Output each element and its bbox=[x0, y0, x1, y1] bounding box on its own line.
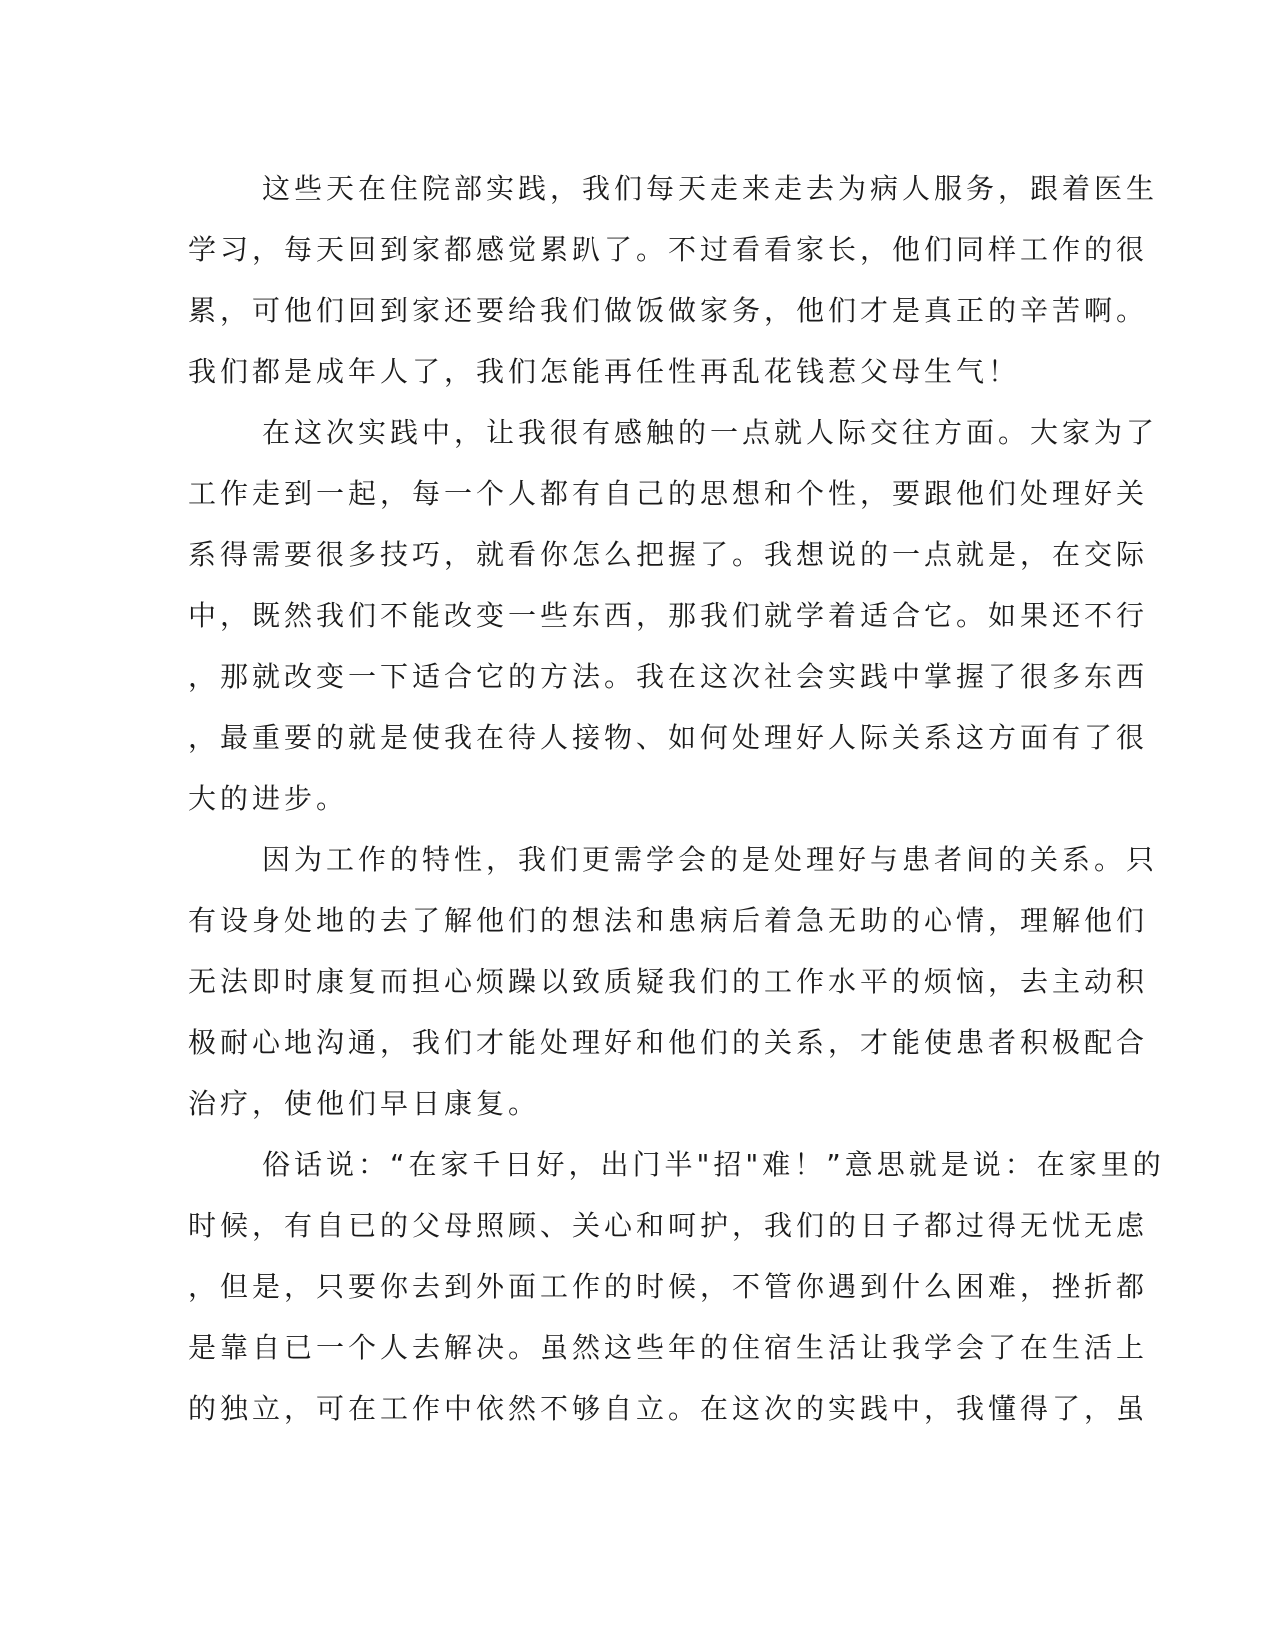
text-line: 俗话说：“在家千日好，出门半"招"难！”意思就是说：在家里的 bbox=[262, 1148, 1165, 1181]
text-line: 有设身处地的去了解他们的想法和患病后着急无助的心情，理解他们 bbox=[188, 904, 1149, 937]
text-line: 中，既然我们不能改变一些东西，那我们就学着适合它。如果还不行 bbox=[188, 599, 1149, 632]
text-line: ，最重要的就是使我在待人接物、如何处理好人际关系这方面有了很 bbox=[188, 721, 1149, 754]
text-line: 学习，每天回到家都感觉累趴了。不过看看家长，他们同样工作的很 bbox=[188, 233, 1149, 266]
text-line: 极耐心地沟通，我们才能处理好和他们的关系，才能使患者积极配合 bbox=[188, 1026, 1149, 1059]
paragraph bbox=[188, 402, 1159, 829]
text-line: 我们都是成年人了，我们怎能再任性再乱花钱惹父母生气！ bbox=[188, 355, 1021, 388]
text-line: 是靠自已一个人去解决。虽然这些年的住宿生活让我学会了在生活上 bbox=[188, 1331, 1149, 1364]
text-line: 在这次实践中，让我很有感触的一点就人际交往方面。大家为了 bbox=[262, 416, 1159, 449]
text-line: 大的进步。 bbox=[188, 782, 349, 815]
paragraph bbox=[188, 829, 1159, 1134]
text-line: 的独立，可在工作中依然不够自立。在这次的实践中，我懂得了，虽 bbox=[188, 1392, 1149, 1425]
text-line: 无法即时康复而担心烦躁以致质疑我们的工作水平的烦恼，去主动积 bbox=[188, 965, 1149, 998]
paragraph bbox=[188, 158, 1159, 402]
text-line: ，但是，只要你去到外面工作的时候，不管你遇到什么困难，挫折都 bbox=[188, 1270, 1149, 1303]
text-line: 这些天在住院部实践，我们每天走来走去为病人服务，跟着医生 bbox=[262, 172, 1159, 205]
text-line: 时候，有自已的父母照顾、关心和呵护，我们的日子都过得无忧无虑 bbox=[188, 1209, 1149, 1242]
text-line: 累，可他们回到家还要给我们做饭做家务，他们才是真正的辛苦啊。 bbox=[188, 294, 1149, 327]
text-line: 工作走到一起，每一个人都有自己的思想和个性，要跟他们处理好关 bbox=[188, 477, 1149, 510]
paragraph bbox=[188, 1134, 1165, 1439]
text-line: 治疗，使他们早日康复。 bbox=[188, 1087, 541, 1120]
document-body bbox=[188, 158, 1165, 1439]
text-line: ，那就改变一下适合它的方法。我在这次社会实践中掌握了很多东西 bbox=[188, 660, 1149, 693]
text-line: 系得需要很多技巧，就看你怎么把握了。我想说的一点就是，在交际 bbox=[188, 538, 1149, 571]
text-line: 因为工作的特性，我们更需学会的是处理好与患者间的关系。只 bbox=[262, 843, 1159, 876]
